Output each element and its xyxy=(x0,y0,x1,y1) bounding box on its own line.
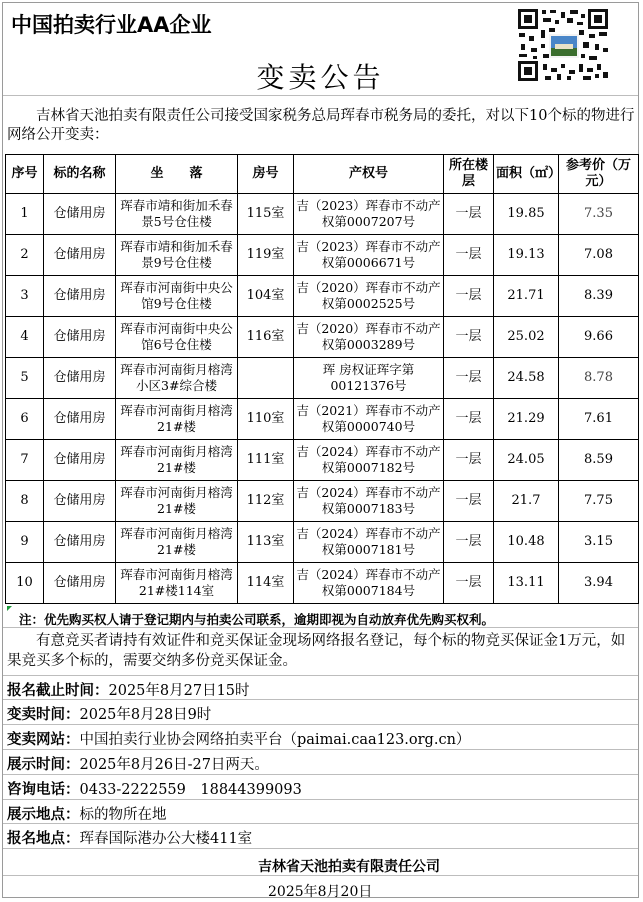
cell-price: 3.94 xyxy=(559,563,639,604)
cell-cert: 吉（2024）珲春市不动产权第0007182号 xyxy=(294,440,444,481)
cell-price: 9.66 xyxy=(559,317,639,358)
cell-room: 116室 xyxy=(238,317,294,358)
cell-price: 8.78 xyxy=(559,358,639,399)
cell-cert: 吉（2023）珲春市不动产权第0006671号 xyxy=(294,235,444,276)
footer-organization: 吉林省天池拍卖有限责任公司 xyxy=(258,859,440,875)
divider xyxy=(3,724,638,725)
cell-area: 19.13 xyxy=(494,235,559,276)
info-value: 2025年8月28日9时 xyxy=(79,707,212,723)
cell-name: 仓储用房 xyxy=(44,399,116,440)
col-header-area: 面积（㎡） xyxy=(494,155,559,194)
cell-price: 7.75 xyxy=(559,481,639,522)
cell-name: 仓储用房 xyxy=(44,440,116,481)
cell-location: 珲春市河南街中央公馆6号仓住楼 xyxy=(116,317,238,358)
cell-location: 珲春市河南街月榕湾21#楼 xyxy=(116,440,238,481)
cell-name: 仓储用房 xyxy=(44,317,116,358)
divider xyxy=(3,774,638,775)
cell-location: 珲春市河南街月榕湾21#楼 xyxy=(116,522,238,563)
info-registration-location xyxy=(7,827,252,848)
info-sale-website xyxy=(7,728,470,749)
cell-area: 24.58 xyxy=(494,358,559,399)
cell-area: 21.7 xyxy=(494,481,559,522)
col-header-location: 坐 落 xyxy=(116,155,238,194)
priority-note: 注：优先购买权人请于登记期内与拍卖公司联系，逾期即视为自动放弃优先购买权利。 xyxy=(19,612,495,627)
cell-room: 114室 xyxy=(238,563,294,604)
col-header-price: 参考价（万元） xyxy=(559,155,639,194)
cell-name: 仓储用房 xyxy=(44,235,116,276)
divider xyxy=(3,848,638,849)
table-header-row xyxy=(6,155,639,194)
cell-name: 仓储用房 xyxy=(44,522,116,563)
info-display-time xyxy=(7,753,269,774)
col-header-name: 标的名称 xyxy=(44,155,116,194)
table-row xyxy=(6,358,639,399)
cell-cert: 吉（2024）珲春市不动产权第0007184号 xyxy=(294,563,444,604)
cell-index: 8 xyxy=(6,481,44,522)
divider xyxy=(3,95,638,96)
cell-cert: 吉（2020）珲春市不动产权第0003289号 xyxy=(294,317,444,358)
cell-area: 19.85 xyxy=(494,194,559,235)
cell-index: 10 xyxy=(6,563,44,604)
cell-location: 珲春市河南街中央公馆9号仓住楼 xyxy=(116,276,238,317)
table-row xyxy=(6,317,639,358)
cell-floor: 一层 xyxy=(444,440,494,481)
cell-cert: 吉（2024）珲春市不动产权第0007181号 xyxy=(294,522,444,563)
cell-name: 仓储用房 xyxy=(44,358,116,399)
info-value: 珲春国际港办公大楼411室 xyxy=(79,831,253,847)
cell-cert: 吉（2021）珲春市不动产权第0000740号 xyxy=(294,399,444,440)
cell-cert: 珲 房权证珲字第00121376号 xyxy=(294,358,444,399)
cell-name: 仓储用房 xyxy=(44,563,116,604)
info-key: 变卖网站： xyxy=(7,731,80,748)
cell-floor: 一层 xyxy=(444,522,494,563)
info-key: 报名截止时间： xyxy=(7,682,109,699)
cell-location: 珲春市靖和街加禾春景5号仓住楼 xyxy=(116,194,238,235)
divider xyxy=(3,675,638,676)
cell-price: 8.39 xyxy=(559,276,639,317)
cell-area: 24.05 xyxy=(494,440,559,481)
cell-floor: 一层 xyxy=(444,235,494,276)
table-row xyxy=(6,399,639,440)
divider xyxy=(3,875,638,876)
notice-page xyxy=(2,2,639,898)
cell-index: 3 xyxy=(6,276,44,317)
cell-price: 7.61 xyxy=(559,399,639,440)
cell-room: 111室 xyxy=(238,440,294,481)
deposit-paragraph: 有意竞买者请持有效证件和竞买保证金现场网络报名登记，每个标的物竞买保证金1万元，如果竞买多个标的，需要交纳多份竞买保证金。 xyxy=(7,633,626,669)
cell-room xyxy=(238,358,294,399)
table-row xyxy=(6,276,639,317)
info-value: 0433-2222559 18844399093 xyxy=(79,782,302,798)
table-row xyxy=(6,194,639,235)
cell-index: 9 xyxy=(6,522,44,563)
intro-paragraph: 吉林省天池拍卖有限责任公司接受国家税务总局珲春市税务局的委托，对以下10个标的物进行网络公开变卖： xyxy=(7,108,635,143)
cell-floor: 一层 xyxy=(444,481,494,522)
table-row xyxy=(6,235,639,276)
divider xyxy=(3,627,638,628)
cell-room: 119室 xyxy=(238,235,294,276)
brand-title: 中国拍卖行业AA企业 xyxy=(11,13,212,37)
info-phone xyxy=(7,778,302,799)
cell-floor: 一层 xyxy=(444,358,494,399)
cell-cert: 吉（2024）珲春市不动产权第0007183号 xyxy=(294,481,444,522)
info-sale-time xyxy=(7,703,211,724)
table-row xyxy=(6,522,639,563)
cell-room: 113室 xyxy=(238,522,294,563)
cell-room: 110室 xyxy=(238,399,294,440)
footer-date: 2025年8月20日 xyxy=(268,884,373,900)
divider xyxy=(3,699,638,700)
info-value: 中国拍卖行业协会网络拍卖平台（paimai.caa123.org.cn） xyxy=(79,732,471,748)
cell-room: 104室 xyxy=(238,276,294,317)
cell-index: 5 xyxy=(6,358,44,399)
cell-cert: 吉（2020）珲春市不动产权第0002525号 xyxy=(294,276,444,317)
cell-index: 1 xyxy=(6,194,44,235)
info-value: 2025年8月26日-27日两天。 xyxy=(79,757,269,773)
cell-index: 2 xyxy=(6,235,44,276)
info-key: 咨询电话： xyxy=(7,781,80,798)
divider xyxy=(3,823,638,824)
cell-area: 10.48 xyxy=(494,522,559,563)
info-display-location xyxy=(7,803,167,824)
table-row xyxy=(6,563,639,604)
cell-price: 7.08 xyxy=(559,235,639,276)
divider xyxy=(3,749,638,750)
info-registration-deadline xyxy=(7,679,250,700)
divider xyxy=(3,799,638,800)
table-row xyxy=(6,440,639,481)
info-key: 报名地点： xyxy=(7,830,80,847)
cell-price: 3.15 xyxy=(559,522,639,563)
cell-location: 珲春市河南街月榕湾21#楼 xyxy=(116,399,238,440)
cell-floor: 一层 xyxy=(444,399,494,440)
cell-index: 6 xyxy=(6,399,44,440)
col-header-index: 序号 xyxy=(6,155,44,194)
info-key: 展示地点： xyxy=(7,806,80,823)
info-key: 展示时间： xyxy=(7,756,80,773)
cell-room: 115室 xyxy=(238,194,294,235)
cell-index: 7 xyxy=(6,440,44,481)
cell-price: 7.35 xyxy=(559,194,639,235)
cell-location: 珲春市河南街月榕湾21#楼 xyxy=(116,481,238,522)
cell-area: 21.71 xyxy=(494,276,559,317)
col-header-cert: 产权号 xyxy=(294,155,444,194)
cell-name: 仓储用房 xyxy=(44,276,116,317)
info-key: 变卖时间： xyxy=(7,706,80,723)
cell-marker-icon xyxy=(7,606,12,611)
cell-area: 13.11 xyxy=(494,563,559,604)
col-header-room: 房号 xyxy=(238,155,294,194)
notice-title: 变卖公告 xyxy=(256,61,385,94)
cell-name: 仓储用房 xyxy=(44,194,116,235)
cell-location: 珲春市靖和街加禾春景9号仓住楼 xyxy=(116,235,238,276)
cell-floor: 一层 xyxy=(444,276,494,317)
cell-location: 珲春市河南街月榕湾小区3#综合楼 xyxy=(116,358,238,399)
cell-area: 21.29 xyxy=(494,399,559,440)
cell-floor: 一层 xyxy=(444,563,494,604)
cell-room: 112室 xyxy=(238,481,294,522)
cell-floor: 一层 xyxy=(444,317,494,358)
cell-location: 珲春市河南街月榕湾21#楼114室 xyxy=(116,563,238,604)
cell-floor: 一层 xyxy=(444,194,494,235)
cell-cert: 吉（2023）珲春市不动产权第0007207号 xyxy=(294,194,444,235)
cell-index: 4 xyxy=(6,317,44,358)
info-value: 标的物所在地 xyxy=(79,807,167,823)
cell-name: 仓储用房 xyxy=(44,481,116,522)
info-value: 2025年8月27日15时 xyxy=(108,683,250,699)
cell-area: 25.02 xyxy=(494,317,559,358)
lots-table xyxy=(5,154,639,604)
col-header-floor: 所在楼层 xyxy=(444,155,494,194)
cell-price: 8.59 xyxy=(559,440,639,481)
table-row xyxy=(6,481,639,522)
